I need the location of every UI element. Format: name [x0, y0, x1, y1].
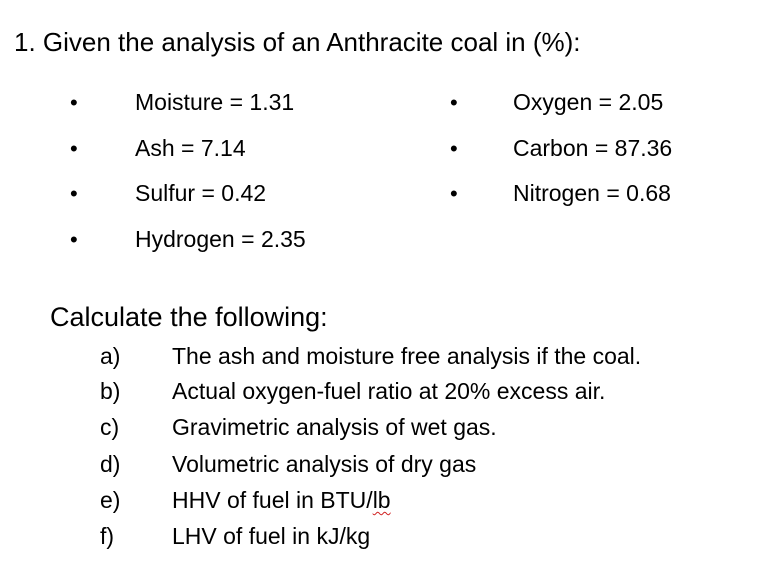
task-letter: f) [100, 523, 115, 549]
task-letter: e) [100, 487, 121, 513]
bullet-icon: • [70, 90, 78, 115]
tasks-heading: Calculate the following: [50, 302, 328, 332]
task-text: Volumetric analysis of dry gas [172, 451, 477, 477]
task-text: LHV of fuel in kJ/kg [172, 523, 371, 549]
task-letter: b) [100, 378, 121, 404]
bullet-icon: • [450, 90, 458, 115]
task-letter: c) [100, 414, 120, 440]
bullet-icon: • [450, 181, 458, 206]
spellcheck-flagged-word: lb [372, 487, 391, 513]
task-text: Actual oxygen-fuel ratio at 20% excess air. [172, 378, 606, 404]
composition-item-ash: Ash = 7.14 [135, 135, 246, 161]
composition-item-nitrogen: Nitrogen = 0.68 [513, 180, 671, 206]
composition-item-sulfur: Sulfur = 0.42 [135, 180, 267, 206]
bullet-icon: • [70, 227, 78, 252]
composition-item-hydrogen: Hydrogen = 2.35 [135, 226, 306, 252]
bullet-icon: • [70, 181, 78, 206]
composition-item-oxygen: Oxygen = 2.05 [513, 89, 664, 115]
composition-item-carbon: Carbon = 87.36 [513, 135, 673, 161]
task-text: Gravimetric analysis of wet gas. [172, 414, 497, 440]
task-text: The ash and moisture free analysis if the coal. [172, 343, 642, 369]
task-letter: d) [100, 451, 121, 477]
task-letter: a) [100, 343, 121, 369]
bullet-icon: • [450, 136, 458, 161]
composition-item-moisture: Moisture = 1.31 [135, 89, 295, 115]
task-text-main: HHV of fuel in BTU/ [172, 487, 373, 513]
task-text [172, 482, 391, 518]
bullet-icon: • [70, 136, 78, 161]
problem-title: 1. Given the analysis of an Anthracite coal in (%): [14, 27, 581, 57]
